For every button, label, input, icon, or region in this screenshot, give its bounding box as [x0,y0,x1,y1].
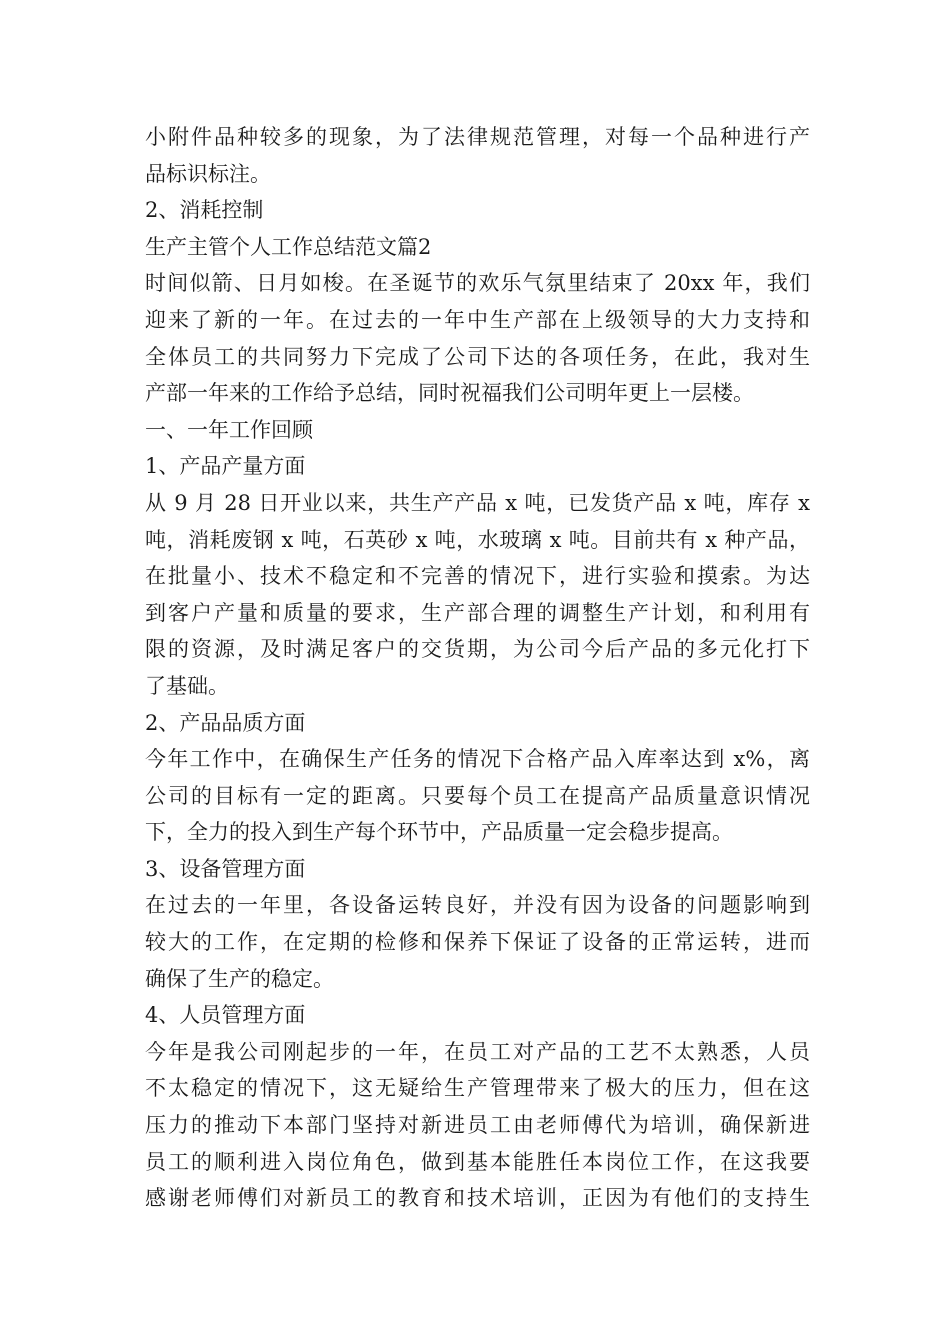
section-heading: 1、产品产量方面 [145,454,306,479]
text-line: 吨，消耗废钢 x 吨，石英砂 x 吨，水玻璃 x 吨。目前共有 x 种产品， [145,527,810,552]
text-line: 不太稳定的情况下，这无疑给生产管理带来了极大的压力，但在这 [145,1076,810,1101]
text-line: 品标识标注。 [145,161,271,186]
text-line: 到客户产量和质量的要求，生产部合理的调整生产计划，和利用有 [145,600,810,625]
text-line: 确保了生产的稳定。 [145,966,334,991]
text-line: 了基础。 [145,673,229,698]
document-body [145,119,810,1217]
text-line: 迎来了新的一年。在过去的一年中生产部在上级领导的大力支持和 [145,307,810,332]
text-line: 在批量小、技术不稳定和不完善的情况下，进行实验和摸索。为达 [145,564,810,589]
section-heading: 2、消耗控制 [145,198,264,223]
text-line: 全体员工的共同努力下完成了公司下达的各项任务，在此，我对生 [145,344,810,369]
section-heading: 4、人员管理方面 [145,1003,306,1028]
section-heading: 2、产品品质方面 [145,710,306,735]
article-title: 生产主管个人工作总结范文篇2 [145,234,432,259]
section-heading: 3、设备管理方面 [145,856,306,881]
section-heading: 一、一年工作回顾 [145,417,313,442]
text-line: 在过去的一年里，各设备运转良好，并没有因为设备的问题影响到 [145,893,810,918]
text-line: 感谢老师傅们对新员工的教育和技术培训，正因为有他们的支持生 [145,1186,810,1211]
text-line: 从 9 月 28 日开业以来，共生产产品 x 吨，已发货产品 x 吨，库存 x [145,490,810,515]
text-line: 员工的顺利进入岗位角色，做到基本能胜任本岗位工作，在这我要 [145,1149,810,1174]
text-line: 较大的工作，在定期的检修和保养下保证了设备的正常运转，进而 [145,930,810,955]
text-line: 今年工作中，在确保生产任务的情况下合格产品入库率达到 x%，离 [145,747,810,772]
text-line: 今年是我公司刚起步的一年，在员工对产品的工艺不太熟悉，人员 [145,1039,810,1064]
text-line: 公司的目标有一定的距离。只要每个员工在提高产品质量意识情况 [145,783,810,808]
text-line: 下，全力的投入到生产每个环节中，产品质量一定会稳步提高。 [145,820,733,845]
text-line: 产部一年来的工作给予总结，同时祝福我们公司明年更上一层楼。 [145,381,754,406]
text-line: 限的资源，及时满足客户的交货期，为公司今后产品的多元化打下 [145,637,810,662]
text-line: 时间似箭、日月如梭。在圣诞节的欢乐气氛里结束了 20xx 年，我们 [145,271,810,296]
text-line: 压力的推动下本部门坚持对新进员工由老师傅代为培训，确保新进 [145,1113,810,1138]
text-line: 小附件品种较多的现象，为了法律规范管理，对每一个品种进行产 [145,125,810,149]
